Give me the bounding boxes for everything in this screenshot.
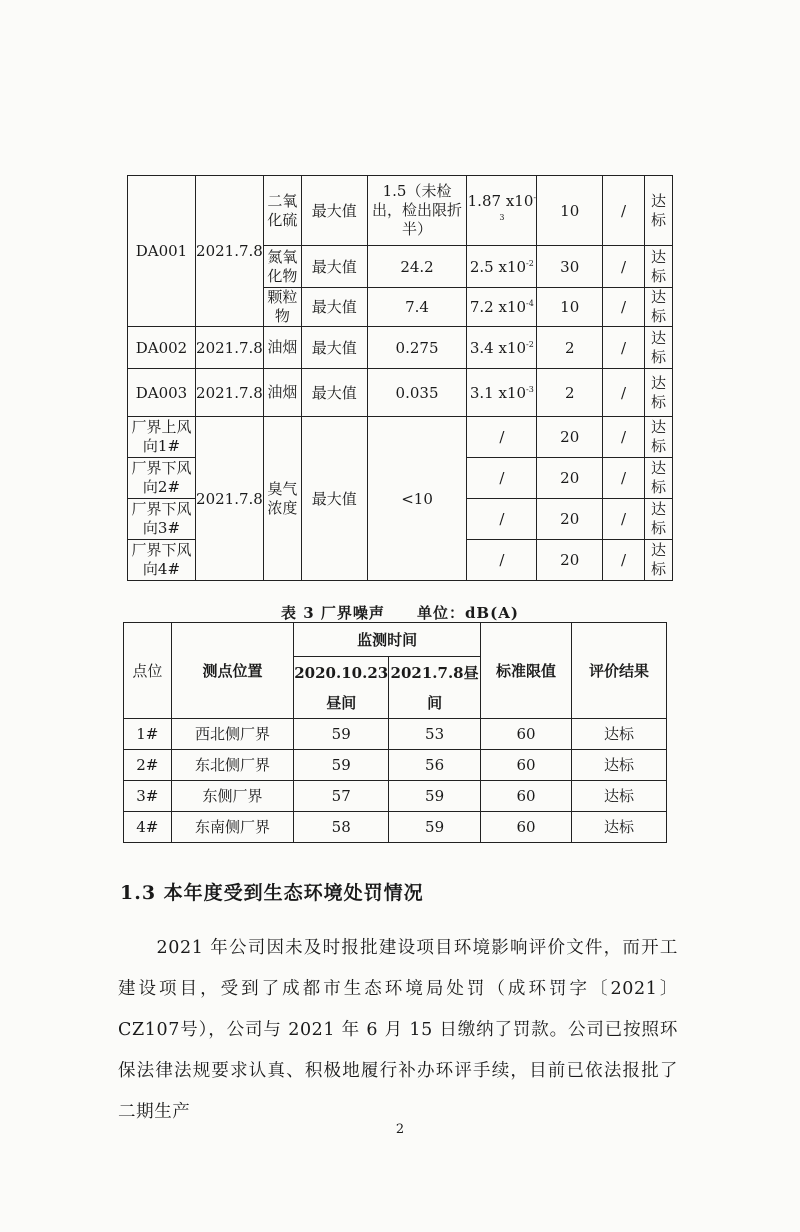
point-cell: 1# bbox=[124, 719, 172, 750]
result-cell: 达标 bbox=[644, 176, 672, 246]
header-date1: 2020.10.23昼间 bbox=[294, 657, 389, 719]
emission-rate-cell bbox=[467, 327, 537, 369]
rate-base: 7.2 bbox=[469, 298, 499, 316]
rate-prefix: x10 bbox=[498, 383, 527, 402]
rate-prefix: x10 bbox=[505, 191, 534, 210]
header-date2: 2021.7.8昼间 bbox=[389, 657, 481, 719]
value2-cell: 53 bbox=[389, 719, 481, 750]
limit-cell: 20 bbox=[537, 417, 603, 458]
rate-exponent: -3 bbox=[526, 384, 534, 394]
body-paragraph bbox=[118, 928, 678, 1133]
emission-row bbox=[128, 369, 673, 417]
rate-prefix: x10 bbox=[498, 298, 527, 316]
concentration-cell: 7.4 bbox=[367, 288, 467, 327]
result-cell: 达标 bbox=[572, 719, 667, 750]
caption-unit: 单位：dB(A) bbox=[416, 604, 519, 622]
noise-row bbox=[124, 719, 667, 750]
odor-point-cell: 厂界上风向1# bbox=[128, 417, 196, 458]
odor-row bbox=[128, 417, 673, 458]
value1-cell: 57 bbox=[294, 781, 389, 812]
result-cell: 达标 bbox=[572, 750, 667, 781]
limit2-cell: / bbox=[603, 288, 645, 327]
emission-rate-cell bbox=[467, 288, 537, 327]
point-cell: 2# bbox=[124, 750, 172, 781]
emission-rate-cell: / bbox=[467, 417, 537, 458]
date-cell: 2021.7.8 bbox=[195, 369, 263, 417]
header-limit: 标准限值 bbox=[480, 623, 571, 719]
value2-cell: 59 bbox=[389, 812, 481, 843]
limit-cell: 20 bbox=[537, 540, 603, 581]
date-cell: 2021.7.8 bbox=[195, 417, 263, 581]
stat-cell: 最大值 bbox=[301, 327, 367, 369]
paragraph-text: 2021 年公司因未及时报批建设项目环境影响评价文件，而开工建设项目，受到了成都市生态环境局处罚（成环罚字〔2021〕CZ107号），公司与 2021 年 6 月 15 日缴纳了罚款。公司已按照环保法律法规要求认真、积极地履行补办环评手续，目前已依法报批了二期生产 bbox=[118, 938, 678, 1122]
location-cell: 东北侧厂界 bbox=[171, 750, 294, 781]
limit-cell: 2 bbox=[537, 327, 603, 369]
header-point: 点位 bbox=[124, 623, 172, 719]
limit-cell: 60 bbox=[480, 781, 571, 812]
concentration-cell: 0.035 bbox=[367, 369, 467, 417]
outlet-cell: DA003 bbox=[128, 369, 196, 417]
emission-rate-cell: / bbox=[467, 499, 537, 540]
date-cell: 2021.7.8 bbox=[195, 327, 263, 369]
location-cell: 东侧厂界 bbox=[171, 781, 294, 812]
emission-rate-cell bbox=[467, 176, 537, 246]
pollutant-cell: 氮氧化物 bbox=[263, 246, 301, 288]
header-location: 测点位置 bbox=[171, 623, 294, 719]
noise-table-caption bbox=[0, 602, 800, 623]
value1-cell: 59 bbox=[294, 719, 389, 750]
result-cell: 达标 bbox=[644, 369, 672, 417]
result-cell: 达标 bbox=[644, 288, 672, 327]
limit2-cell: / bbox=[603, 369, 645, 417]
limit2-cell: / bbox=[603, 246, 645, 288]
limit-cell: 20 bbox=[537, 499, 603, 540]
location-cell: 西北侧厂界 bbox=[171, 719, 294, 750]
limit2-cell: / bbox=[603, 499, 645, 540]
limit2-cell: / bbox=[603, 458, 645, 499]
emission-rate-cell bbox=[467, 246, 537, 288]
noise-row bbox=[124, 812, 667, 843]
limit2-cell: / bbox=[603, 540, 645, 581]
rate-base: 1.87 bbox=[467, 191, 506, 210]
limit-cell: 20 bbox=[537, 458, 603, 499]
limit2-cell: / bbox=[603, 327, 645, 369]
noise-row bbox=[124, 781, 667, 812]
limit-cell: 60 bbox=[480, 812, 571, 843]
limit-cell: 60 bbox=[480, 719, 571, 750]
result-cell: 达标 bbox=[644, 458, 672, 499]
stat-cell: 最大值 bbox=[301, 417, 367, 581]
emission-table bbox=[127, 175, 673, 581]
value2-cell: 59 bbox=[389, 781, 481, 812]
outlet-cell: DA002 bbox=[128, 327, 196, 369]
concentration-cell: 0.275 bbox=[367, 327, 467, 369]
rate-exponent: -2 bbox=[526, 339, 534, 349]
rate-base: 3.4 bbox=[469, 338, 499, 357]
odor-point-cell: 厂界下风向3# bbox=[128, 499, 196, 540]
limit-cell: 30 bbox=[537, 246, 603, 288]
odor-point-cell: 厂界下风向2# bbox=[128, 458, 196, 499]
limit-cell: 10 bbox=[537, 288, 603, 327]
concentration-cell: 24.2 bbox=[367, 246, 467, 288]
date-cell: 2021.7.8 bbox=[195, 176, 263, 327]
result-cell: 达标 bbox=[644, 540, 672, 581]
stat-cell: 最大值 bbox=[301, 176, 367, 246]
emission-row bbox=[128, 327, 673, 369]
rate-prefix: x10 bbox=[498, 257, 527, 276]
point-cell: 3# bbox=[124, 781, 172, 812]
value1-cell: 59 bbox=[294, 750, 389, 781]
pollutant-cell: 二氧化硫 bbox=[263, 176, 301, 246]
rate-base: 2.5 bbox=[469, 257, 499, 276]
concentration-cell: 1.5（未检出，检出限折半） bbox=[367, 176, 467, 246]
value2-cell: 56 bbox=[389, 750, 481, 781]
limit2-cell: / bbox=[603, 176, 645, 246]
point-cell: 4# bbox=[124, 812, 172, 843]
pollutant-cell: 臭气浓度 bbox=[263, 417, 301, 581]
result-cell: 达标 bbox=[572, 812, 667, 843]
result-cell: 达标 bbox=[644, 417, 672, 458]
value1-cell: 58 bbox=[294, 812, 389, 843]
limit2-cell: / bbox=[603, 417, 645, 458]
outlet-cell: DA001 bbox=[128, 176, 196, 327]
result-cell: 达标 bbox=[644, 327, 672, 369]
page-number: 2 bbox=[395, 1122, 405, 1137]
limit-cell: 10 bbox=[537, 176, 603, 246]
emission-rate-cell: / bbox=[467, 458, 537, 499]
pollutant-cell: 油烟 bbox=[263, 369, 301, 417]
emission-rate-cell: / bbox=[467, 540, 537, 581]
noise-row bbox=[124, 750, 667, 781]
limit-cell: 2 bbox=[537, 369, 603, 417]
emission-rate-cell bbox=[467, 369, 537, 417]
emission-row bbox=[128, 176, 673, 246]
section-heading: 1.3 本年度受到生态环境处罚情况 bbox=[120, 882, 424, 904]
stat-cell: 最大值 bbox=[301, 246, 367, 288]
concentration-cell: <10 bbox=[367, 417, 467, 581]
result-cell: 达标 bbox=[644, 499, 672, 540]
noise-table bbox=[123, 622, 667, 843]
limit-cell: 60 bbox=[480, 750, 571, 781]
pollutant-cell: 颗粒物 bbox=[263, 288, 301, 327]
header-result: 评价结果 bbox=[572, 623, 667, 719]
caption-title: 表 3 厂界噪声 bbox=[281, 604, 385, 622]
odor-point-cell: 厂界下风向4# bbox=[128, 540, 196, 581]
rate-prefix: x10 bbox=[498, 338, 527, 357]
header-time: 监测时间 bbox=[294, 623, 481, 657]
pollutant-cell: 油烟 bbox=[263, 327, 301, 369]
rate-exponent: -2 bbox=[526, 258, 534, 268]
rate-exponent: -3 bbox=[499, 192, 537, 222]
stat-cell: 最大值 bbox=[301, 369, 367, 417]
result-cell: 达标 bbox=[644, 246, 672, 288]
rate-base: 3.1 bbox=[469, 383, 499, 402]
location-cell: 东南侧厂界 bbox=[171, 812, 294, 843]
stat-cell: 最大值 bbox=[301, 288, 367, 327]
rate-exponent: -4 bbox=[526, 299, 534, 308]
result-cell: 达标 bbox=[572, 781, 667, 812]
